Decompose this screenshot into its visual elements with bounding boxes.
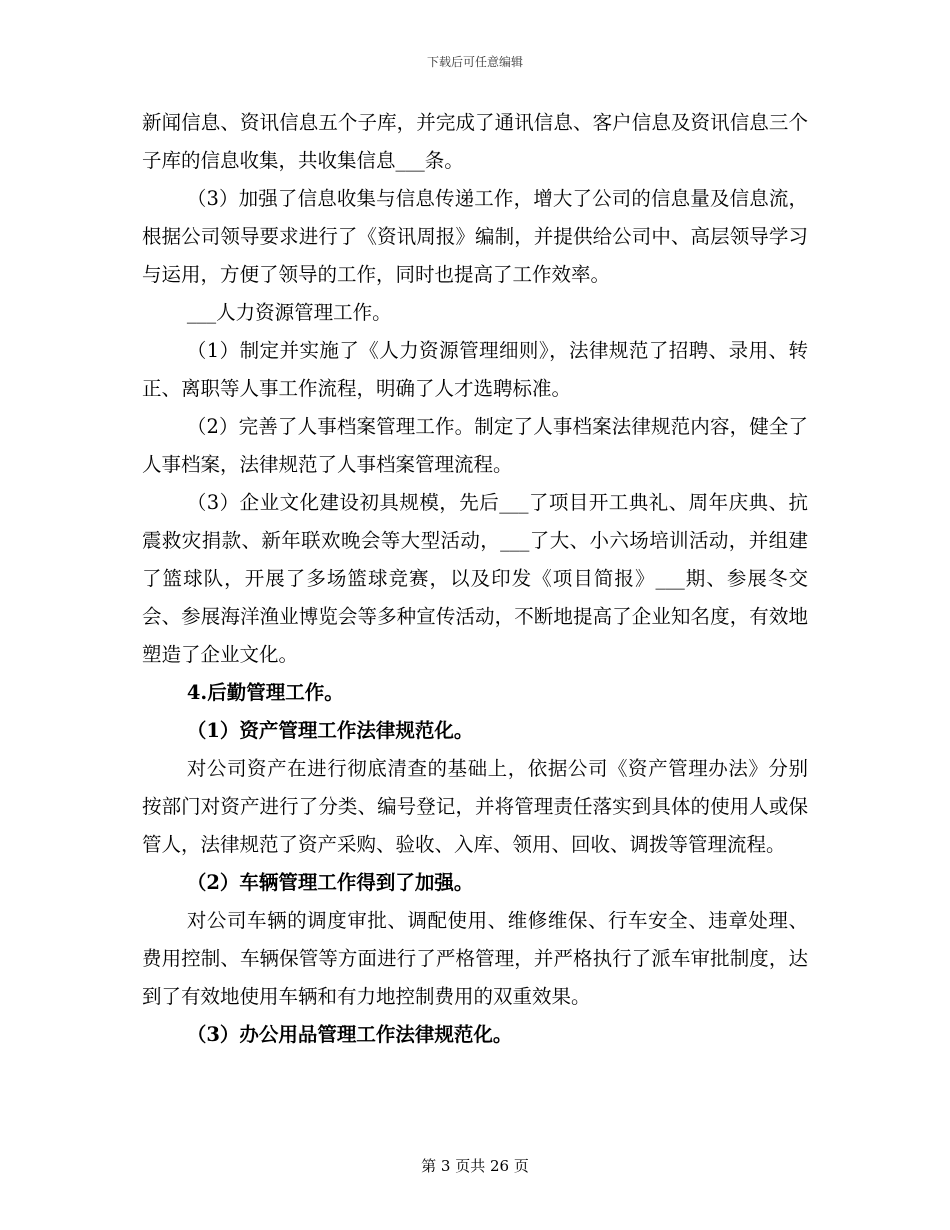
paragraph-6: （3）企业文化建设初具规模，先后___了项目开工典礼、周年庆典、抗震救灾捐款、新年联欢晚会等大型活动，___了大、小六场培训活动，并组建了篮球队，开展了多场篮球竞赛，以及印发《项目简报》___期、参展冬交会、参展海洋渔业博览会等多种宣传活动，不断地提高了企业知名度，有效地塑造了企业文化。 [142, 491, 808, 666]
paragraph-3: ___人力资源管理工作。 [186, 301, 392, 324]
paragraph-4: （1）制定并实施了《人力资源管理细则》，法律规范了招聘、录用、转正、离职等人事工作流程，明确了人才选聘标准。 [142, 339, 808, 400]
paragraph-2: （3）加强了信息收集与信息传递工作，增大了公司的信息量及信息流，根据公司领导要求进行了《资讯周报》编制，并提供给公司中、高层领导学习与运用，方便了领导的工作，同时也提高了工作效率。 [142, 187, 808, 286]
paragraph-5: （2）完善了人事档案管理工作。制定了人事档案法律规范内容，健全了人事档案，法律规范了人事档案管理流程。 [142, 415, 808, 476]
paragraph-9: 对公司资产在进行彻底清查的基础上，依据公司《资产管理办法》分别按部门对资产进行了分类、编号登记，并将管理责任落实到具体的使用人或保管人，法律规范了资产采购、验收、入库、领用、回收、调拨等管理流程。 [142, 757, 808, 856]
subheading-asset-management: （1）资产管理工作法律规范化。 [186, 719, 474, 742]
page-header-note: 下载后可任意编辑 [426, 55, 523, 69]
subheading-office-supplies: （3）办公用品管理工作法律规范化。 [186, 1023, 513, 1046]
paragraph-1: 新闻信息、资讯信息五个子库，并完成了通讯信息、客户信息及资讯信息三个子库的信息收集，共收集信息___条。 [142, 111, 808, 172]
subheading-vehicle-management: （2）车辆管理工作得到了加强。 [186, 871, 474, 894]
section-heading-logistics: 4.后勤管理工作。 [186, 681, 344, 704]
paragraph-11: 对公司车辆的调度审批、调配使用、维修维保、行车安全、违章处理、费用控制、车辆保管等方面进行了严格管理，并严格执行了派车审批制度，达到了有效地使用车辆和有力地控制费用的双重效果。 [142, 909, 808, 1008]
page-number: 第 3 页共 26 页 [421, 1157, 529, 1175]
document-body [142, 104, 808, 1054]
